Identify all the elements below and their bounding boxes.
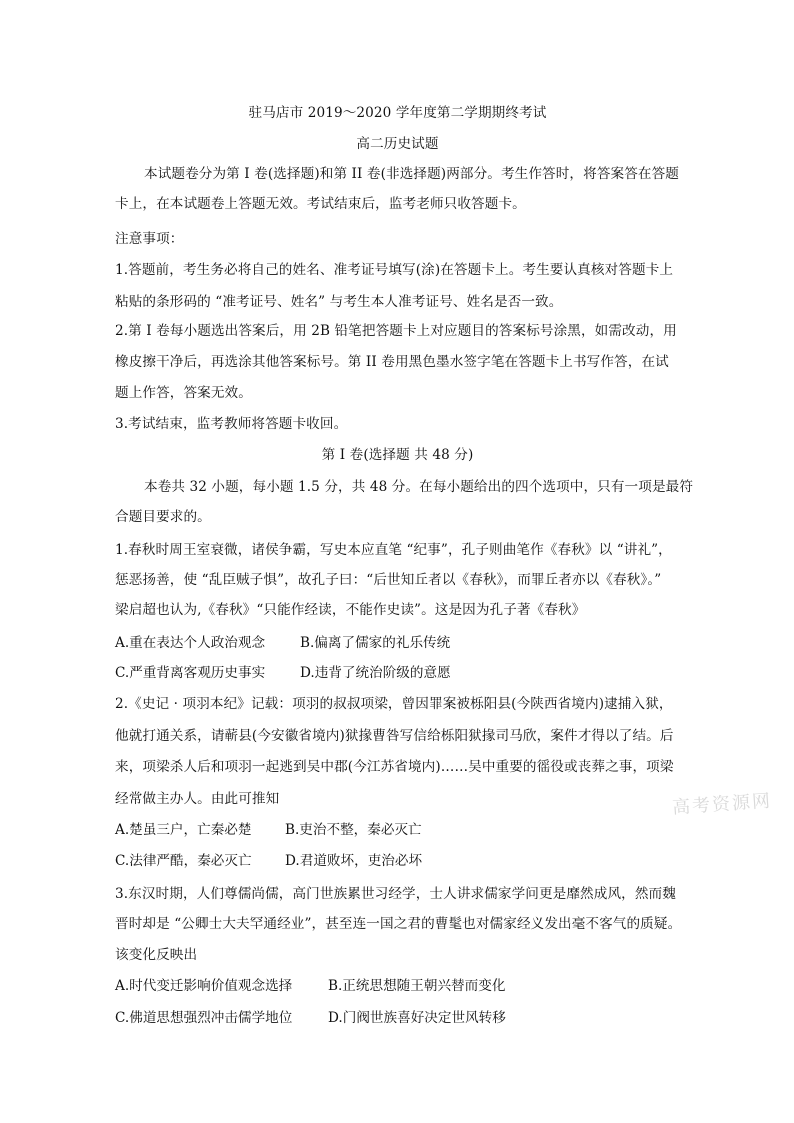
notes-line: 2.第 I 卷每小题选出答案后，用 2B 铅笔把答题卡上对应题目的答案标号涂黑，如需改动，用	[115, 323, 677, 339]
option-a: A.时代变迁影响价值观念选择	[115, 978, 293, 994]
option-d: D.门阀世族喜好决定世风转移	[328, 1010, 506, 1026]
question-line: 2.《史记 · 项羽本纪》记载：项羽的叔叔项梁，曾因罪案被栎阳县(今陕西省境内)逮捕入狱，	[115, 696, 673, 712]
option-c: C.佛道思想强烈冲击儒学地位	[115, 1010, 293, 1026]
option-b: B.偏离了儒家的礼乐传统	[300, 635, 451, 651]
question-line: 3.东汉时期，人们尊儒尚儒，高门世族累世习经学，士人讲求儒家学问更是靡然成风，然而魏	[115, 886, 676, 902]
notes-line: 1.答题前，考生务必将自己的姓名、准考证号填写(涂)在答题卡上。考生要认真核对答题卡上	[115, 262, 674, 278]
question-line: 晋时却是 “公卿士大夫罕通经业”，甚至连一国之君的曹髦也对儒家经义发出毫不客气的质疑。	[115, 916, 682, 932]
question-line: 该变化反映出	[115, 947, 198, 963]
notes-line: 粘贴的条形码的 “准考证号、姓名” 与考生本人准考证号、姓名是否一致。	[115, 294, 563, 310]
question-line: 他就打通关系，请蕲县(今安徽省境内)狱掾曹咎写信给栎阳狱掾司马欣，案件才得以了结。后	[115, 728, 674, 744]
option-a: A.楚虽三户，亡秦必楚	[115, 822, 252, 838]
option-d: D.违背了统治阶级的意愿	[300, 665, 451, 681]
exam-subtitle: 高二历史试题	[356, 136, 439, 152]
intro-line: 本试题卷分为第 I 卷(选择题)和第 II 卷(非选择题)两部分。考生作答时，将答案答在答题	[144, 166, 679, 182]
question-line: 1.春秋时周王室衰微，诸侯争霸，写史本应直笔 “纪事”，孔子则曲笔作《春秋》以 “讲礼”，	[115, 542, 672, 558]
option-c: C.严重背离客观历史事实	[115, 665, 266, 681]
section-title: 第 I 卷(选择题 共 48 分)	[321, 447, 474, 463]
question-line: 惩恶扬善，使 “乱臣贼子惧”，故孔子曰：“后世知丘者以《春秋》，而罪丘者亦以《春秋》。”	[115, 572, 662, 588]
option-c: C.法律严酷，秦必灭亡	[115, 853, 252, 869]
watermark: 高考资源网	[671, 790, 773, 819]
question-line: 经常做主办人。由此可推知	[115, 791, 280, 807]
section-desc: 本卷共 32 小题，每小题 1.5 分，共 48 分。在每小题给出的四个选项中，只有一项是最符	[144, 479, 694, 495]
notes-line: 橡皮擦干净后，再选涂其他答案标号。第 II 卷用黑色墨水签字笔在答题卡上书写作答，在试	[115, 354, 669, 370]
notes-line: 3.考试结束，监考教师将答题卡收回。	[115, 416, 348, 432]
option-a: A.重在表达个人政治观念	[115, 635, 266, 651]
section-desc: 合题目要求的。	[115, 509, 211, 525]
intro-line: 卡上，在本试题卷上答题无效。考试结束后，监考老师只收答题卡。	[115, 196, 526, 212]
exam-title: 驻马店市 2019～2020 学年度第二学期期终考试	[248, 105, 547, 121]
question-line: 来，项梁杀人后和项羽一起逃到吴中郡(今江苏省境内)……吴中重要的徭役或丧葬之事，项梁	[115, 759, 674, 775]
question-line: 梁启超也认为,《春秋》“只能作经读，不能作史读”。这是因为孔子著《春秋》	[115, 602, 586, 618]
notes-heading: 注意事项：	[115, 231, 184, 247]
option-d: D.君道败坏，吏治必坏	[285, 853, 423, 869]
option-b: B.正统思想随王朝兴替而变化	[328, 978, 506, 994]
option-b: B.吏治不整，秦必灭亡	[285, 822, 422, 838]
notes-line: 题上作答，答案无效。	[115, 385, 252, 401]
